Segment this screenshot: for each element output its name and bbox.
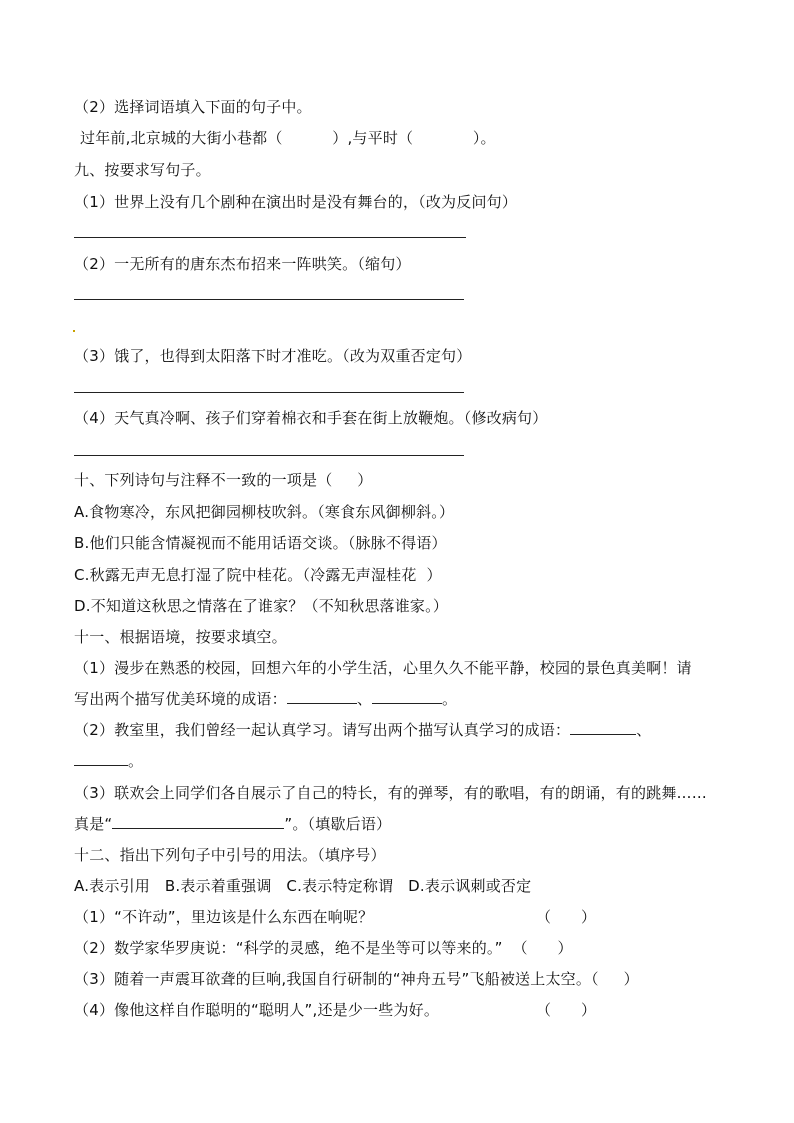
q8-fill-sentence: 过年前,北京城的大街小巷都（ ）,与平时（ ）。 [80, 129, 496, 147]
q12-answer-4[interactable]: （ ） [536, 1001, 597, 1019]
q12-answer-1[interactable]: （ ） [536, 908, 597, 926]
q11-sentence-1-continued: 写出两个描写优美环境的成语： 、 。 [74, 690, 458, 708]
q11-sentence-2: （2）教室里，我们曾经一起认真学习。请写出两个描写认真学习的成语： 、 [74, 721, 652, 739]
q9-answer-line-2[interactable] [74, 299, 464, 300]
stray-mark [73, 330, 75, 332]
q9-sentence-4: （4）天气真冷啊、孩子们穿着棉衣和手套在街上放鞭炮。（修改病句） [74, 409, 548, 427]
q12-sentence-2: （2）数学家华罗庚说：“科学的灵感，绝不是坐等可以等来的。” （ ） [74, 939, 573, 957]
q12-sentence-3: （3）随着一声震耳欲聋的巨响,我国自行研制的“神舟五号”飞船被送上太空。（ ） [74, 970, 639, 988]
q11-blank-3[interactable] [112, 814, 284, 829]
q11-sentence-3-continued: 真是“ ”。（填歇后语） [74, 815, 392, 833]
q11-blank-1b[interactable] [372, 689, 442, 704]
q11-blank-2b[interactable] [74, 751, 128, 766]
q12-sentence-4: （4）像他这样自作聪明的“聪明人”,还是少一些为好。 [74, 1001, 440, 1019]
q10-option-b: B.他们只能含情凝视而不能用话语交谈。（脉脉不得语） [74, 534, 447, 552]
q8-subquestion-2: （2）选择词语填入下面的句子中。 [74, 98, 312, 116]
q11-sentence-3: （3）联欢会上同学们各自展示了自己的特长，有的弹琴，有的歌唱，有的朗诵，有的跳舞…… [74, 784, 707, 802]
q10-heading: 十、下列诗句与注释不一致的一项是（ ） [74, 471, 373, 489]
q9-answer-line-4[interactable] [74, 455, 464, 456]
q9-answer-line-1[interactable] [74, 237, 466, 238]
q9-answer-line-3[interactable] [74, 392, 464, 393]
q12-options: A.表示引用 B.表示着重强调 C.表示特定称谓 D.表示讽刺或否定 [74, 877, 532, 895]
q9-sentence-1: （1）世界上没有几个剧种在演出时是没有舞台的，（改为反问句） [74, 193, 518, 211]
q9-sentence-2: （2）一无所有的唐东杰布招来一阵哄笑。（缩句） [74, 255, 411, 273]
q11-blank-1a[interactable] [287, 689, 357, 704]
q11-sentence-1: （1）漫步在熟悉的校园，回想六年的小学生活，心里久久不能平静，校园的景色真美啊！请 [74, 659, 692, 677]
q12-sentence-1: （1）“不许动”，里边该是什么东西在响呢？ [74, 908, 374, 926]
q11-blank-2a[interactable] [570, 720, 636, 735]
q10-option-c: C.秋露无声无息打湿了院中桂花。（冷露无声湿桂花 ） [74, 566, 442, 584]
q9-sentence-3: （3）饿了，也得到太阳落下时才准吃。（改为双重否定句） [74, 347, 472, 365]
q10-option-d: D.不知道这秋思之情落在了谁家？（不知秋思落谁家。） [74, 597, 449, 615]
q11-heading: 十一、根据语境，按要求填空。 [74, 628, 287, 646]
q11-sentence-2-continued: 。 [74, 751, 143, 771]
q9-heading: 九、按要求写句子。 [74, 161, 211, 179]
q12-heading: 十二、指出下列句子中引号的用法。（填序号） [74, 846, 386, 864]
q10-option-a: A.食物寒冷，东风把御园柳枝吹斜。（寒食东风御柳斜。） [74, 503, 455, 521]
